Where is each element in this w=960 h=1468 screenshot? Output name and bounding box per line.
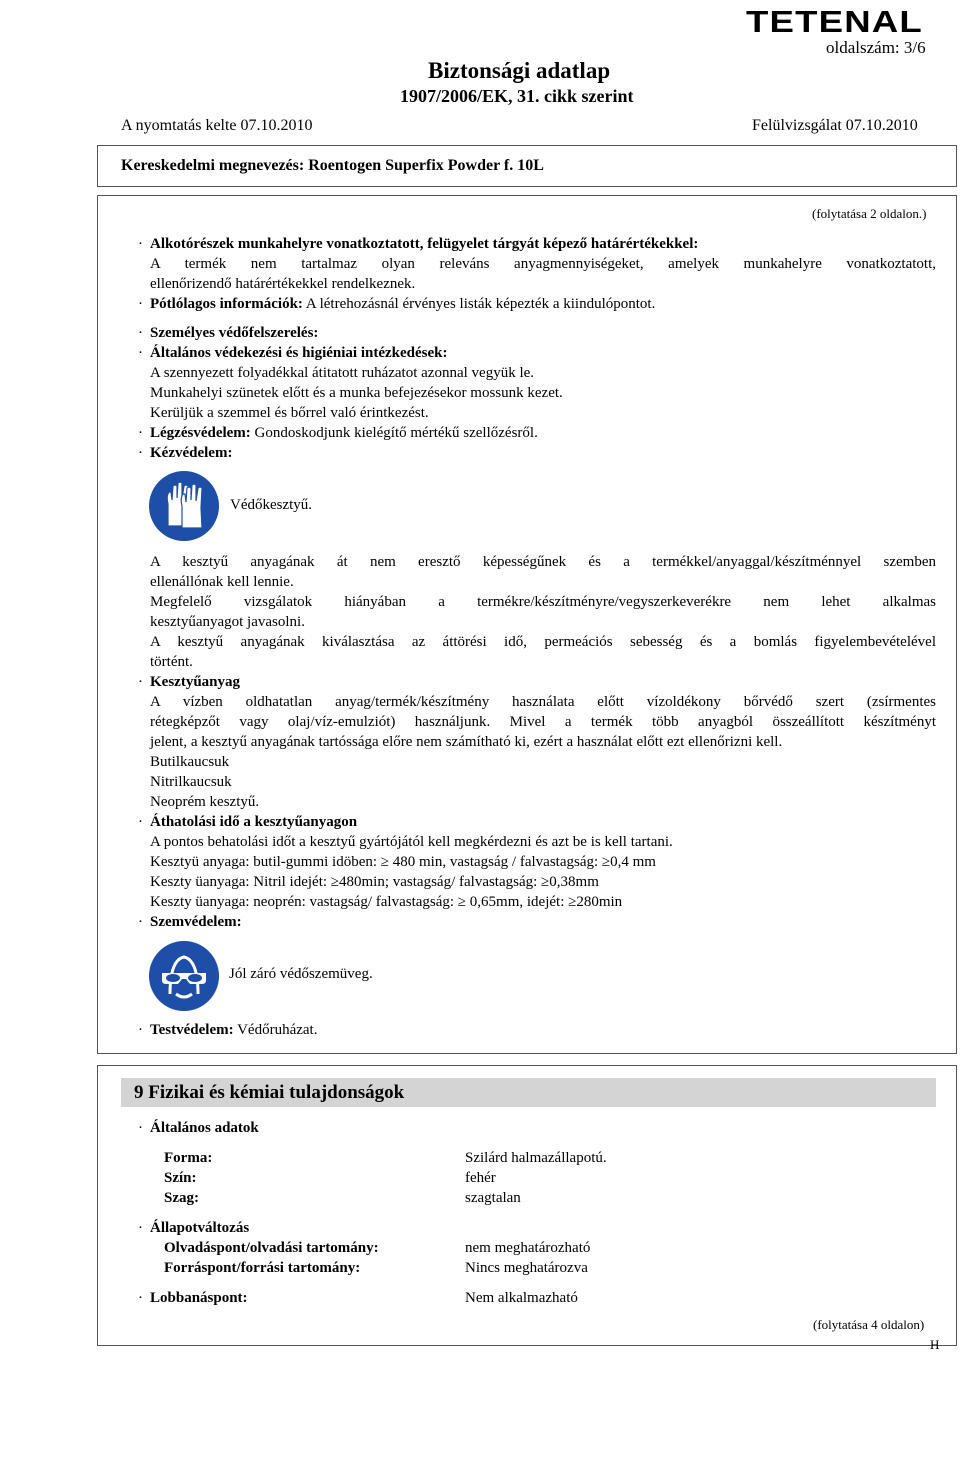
hygiene-text-1: A szennyezett folyadékkal átitatott ruházatot azonnal vegyük le. [150,365,535,381]
glove-text-2b: kesztyűanyagot javasolni. [150,614,305,630]
company-logo: TETENAL [746,4,923,39]
penetration-text-1: A pontos behatolási időt a kesztyű gyártójától kell megkérdezni és azt be is kell tartani. [150,834,673,850]
page-number: oldalszám: 3/6 [826,38,926,57]
eye-protection-label: Szemvédelem: [150,914,242,930]
glove-text-2a: Megfelelő vizsgálatok hiányában a termékre/készítményre/vegyszerkeverékre nem lehet alkalmas [150,594,936,610]
material-neoprene: Neoprém kesztyű. [150,794,260,810]
additional-info-label: Pótlólagos információk: [150,296,303,312]
respiratory-text: Gondoskodjunk kielégítő mértékű szellőzésről. [254,425,538,441]
bullet: · [138,425,143,441]
trade-name: Roentogen Superfix Powder f. 10L [308,157,544,174]
flash-point-value: Nem alkalmazható [465,1290,578,1306]
bullet: · [138,445,143,461]
boiling-point-label: Forráspont/forrási tartomány: [164,1260,361,1276]
document-title: Biztonsági adatlap [428,58,611,83]
goggles-icon [148,940,220,1012]
state-change-heading: Állapotváltozás [150,1220,250,1236]
body-protection [150,1020,936,1040]
glove-text-1a: A kesztyű anyagának át nem eresztő képességűnek és a termékkel/anyaggal/készítménnyel szemben [150,554,936,570]
hygiene-text-3: Kerüljük a szemmel és bőrrel való érintkezést. [150,405,429,421]
continued-to: (folytatása 4 oldalon) [813,1317,925,1332]
bullet: · [138,345,143,361]
bullet: · [138,1120,143,1136]
form-label: Forma: [164,1150,213,1166]
body-protection-label: Testvédelem: [150,1022,234,1038]
revision-date: Felülvizsgálat 07.10.2010 [752,117,918,134]
hand-protection-label: Kézvédelem: [150,445,233,461]
bullet: · [138,1290,143,1306]
melting-point-label: Olvadáspont/olvadási tartomány: [164,1240,379,1256]
respiratory-protection [150,423,936,443]
bullet: · [138,1022,143,1038]
additional-info [150,294,936,314]
boiling-point-value: Nincs meghatározva [465,1260,588,1276]
material-nitrile: Nitrilkaucsuk [150,774,232,790]
penetration-label: Áthatolási idő a kesztyűanyagon [150,814,358,830]
gloves-caption: Védőkesztyű. [230,497,313,513]
glove-material-label: Kesztyűanyag [150,674,240,690]
bullet: · [138,325,143,341]
bullet: · [138,296,143,312]
form-value: Szilárd halmazállapotú. [465,1150,607,1166]
ppe-heading: Személyes védőfelszerelés: [150,325,319,341]
bullet: · [138,814,143,830]
regulation-reference: 1907/2006/EK, 31. cikk szerint [400,86,634,106]
exposure-text-1: A termék nem tartalmaz olyan releváns anyagmennyiségeket, amelyek munkahelyre vonatkoztatott, [150,256,936,272]
melting-point-value: nem meghatározható [465,1240,591,1256]
goggles-caption: Jól záró védőszemüveg. [229,966,373,982]
penetration-text-4: Keszty üanyaga: neoprén: vastagság/ falvastagság: ≥ 0,65mm, idejét: ≥280min [150,894,623,910]
glove-material-text-2: rétegképzőt vagy olaj/víz-emulziót) használjunk. Mivel a termék több anyagból összeállított készítményt [150,714,936,730]
glove-text-3b: történt. [150,654,193,670]
gloves-icon [148,470,220,542]
glove-material-text-3: jelent, a kesztyű anyagának tartóssága előre nem számítható ki, ezért a használat előtt ezt ellenőrizni kell. [150,734,783,750]
bullet: · [138,674,143,690]
penetration-text-3: Keszty üanyaga: Nitril idejét: ≥480min; vastagság/ falvastagság: ≥0,38mm [150,874,599,890]
exposure-heading: Alkotórészek munkahelyre vonatkoztatott, felügyelet tárgyát képező határértékekkel: [150,236,699,252]
trade-name-label: Kereskedelmi megnevezés: [121,157,305,174]
color-value: fehér [465,1170,496,1186]
general-data-heading: Általános adatok [150,1120,259,1136]
hygiene-heading: Általános védekezési és higiéniai intézkedések: [150,345,448,361]
odor-label: Szag: [164,1190,199,1206]
flash-point-label: Lobbanáspont: [150,1290,248,1306]
color-label: Szín: [164,1170,197,1186]
exposure-text-2: ellenőrizendő határértékekkel rendelkeznek. [150,276,416,292]
print-date: A nyomtatás kelte 07.10.2010 [121,117,313,134]
body-protection-text: Védőruházat. [237,1022,318,1038]
language-code: H [930,1337,940,1352]
trade-name-line [121,157,544,175]
additional-info-text: A létrehozásnál érvényes listák képezték a kiindulópontot. [305,296,656,312]
hygiene-text-2: Munkahelyi szünetek előtt és a munka befejezésekor mossunk kezet. [150,385,563,401]
odor-value: szagtalan [465,1190,521,1206]
bullet: · [138,914,143,930]
penetration-text-2: Kesztyü anyaga: butil-gummi idöben: ≥ 480 min, vastagság / falvastagság: ≥0,4 mm [150,854,656,870]
glove-material-text-1: A vízben oldhatatlan anyag/termék/készítmény használata előtt vízoldékony bőrvédő szert (zsírmentes [150,694,936,710]
glove-text-3a: A kesztyű anyagának kiválasztása az áttörési idő, permeációs sebesség és a bomlás figyelembevételével [150,634,936,650]
glove-text-1b: ellenállónak kell lennie. [150,574,294,590]
section-9-title: 9 Fizikai és kémiai tulajdonságok [121,1078,936,1107]
respiratory-label: Légzésvédelem: [150,425,251,441]
bullet: · [138,1220,143,1236]
continued-from: (folytatása 2 oldalon.) [812,206,927,221]
bullet: · [138,236,143,252]
material-butyl: Butilkaucsuk [150,754,230,770]
